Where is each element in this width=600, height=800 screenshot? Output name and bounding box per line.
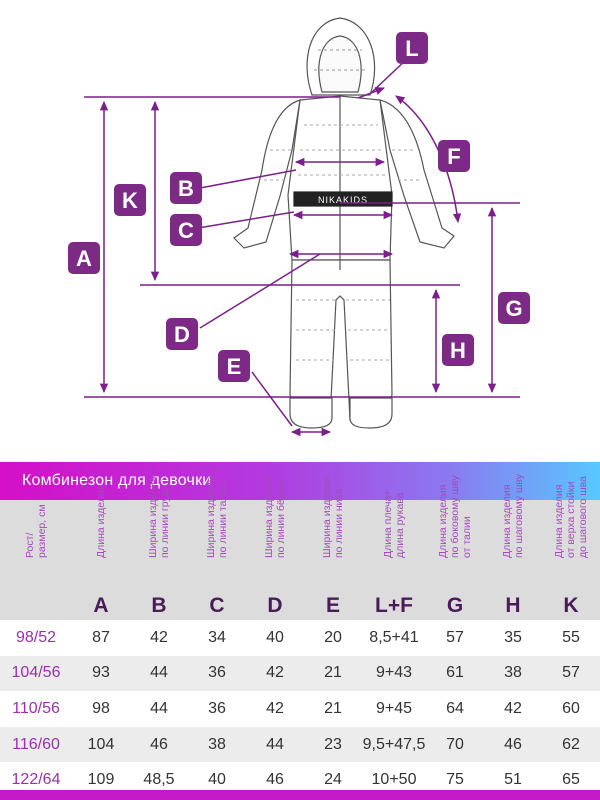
value-cell: 48,5 (130, 762, 188, 798)
overall-illustration (234, 18, 454, 428)
svg-text:A: A (76, 246, 92, 271)
header-text-line: Ширина изделия (205, 476, 217, 558)
header-text (379, 440, 409, 558)
value-cell: 21 (304, 656, 362, 692)
value-cell: 9,5+47,5 (362, 727, 426, 763)
header-text (553, 440, 589, 558)
value-cell: 62 (542, 727, 600, 763)
value-cell: 8,5+41 (362, 620, 426, 656)
table-letter-row (0, 592, 600, 620)
value-cell: 38 (188, 727, 246, 763)
header-text (260, 440, 290, 558)
header-text-line: Длина изделия (553, 484, 565, 558)
header-cell-6 (362, 489, 426, 592)
value-cell: 60 (542, 691, 600, 727)
header-text-line: от верха стойки (565, 481, 577, 558)
header-cell-2 (130, 476, 188, 592)
value-cell: 9+45 (362, 691, 426, 727)
badge-H (442, 334, 474, 366)
value-cell: 42 (130, 620, 188, 656)
value-cell: 75 (426, 762, 484, 798)
badge-K (114, 184, 146, 216)
value-cell: 57 (542, 656, 600, 692)
value-cell: 87 (72, 620, 130, 656)
value-cell: 65 (542, 762, 600, 798)
svg-text:D: D (174, 322, 190, 347)
header-letter-5: E (304, 592, 362, 620)
value-cell: 51 (484, 762, 542, 798)
size-cell: 104/56 (0, 656, 72, 692)
header-text-line: Ширина изделия (321, 476, 333, 558)
header-text-line: по линии бёдер (275, 481, 287, 558)
header-text (318, 440, 348, 558)
badge-C (170, 214, 202, 246)
value-cell: 44 (246, 727, 304, 763)
value-cell: 36 (188, 656, 246, 692)
header-text (144, 440, 174, 558)
header-text-line: по линии груди (159, 484, 171, 558)
value-cell: 9+43 (362, 656, 426, 692)
header-cell-7 (426, 475, 484, 592)
header-cell-1 (72, 484, 130, 592)
value-cell: 21 (304, 691, 362, 727)
header-text-line: Ширина изделия (263, 476, 275, 558)
header-cell-3 (188, 476, 246, 592)
table-row (0, 656, 600, 692)
value-cell: 64 (426, 691, 484, 727)
value-cell: 44 (130, 691, 188, 727)
header-text (437, 440, 473, 558)
table-header-row (0, 500, 600, 592)
badge-L (396, 32, 428, 64)
header-text-line: размер, см (36, 504, 48, 558)
header-text-line: по боковому шву (449, 475, 461, 558)
svg-text:H: H (450, 338, 466, 363)
header-text (498, 440, 528, 558)
value-cell: 40 (246, 620, 304, 656)
header-cell-9 (542, 476, 600, 592)
value-cell: 70 (426, 727, 484, 763)
header-letter-8: H (484, 592, 542, 620)
value-cell: 104 (72, 727, 130, 763)
header-text-line: до шагового шва (577, 476, 589, 558)
header-cell-0 (0, 500, 72, 592)
value-cell: 46 (484, 727, 542, 763)
size-cell: 116/60 (0, 727, 72, 763)
header-text-line: по шаговому шву (513, 474, 525, 558)
table-row (0, 691, 600, 727)
value-cell: 109 (72, 762, 130, 798)
value-cell: 40 (188, 762, 246, 798)
header-letter-0 (0, 592, 72, 620)
header-letter-2: B (130, 592, 188, 620)
badge-D (166, 318, 198, 350)
svg-text:B: B (178, 176, 194, 201)
header-cell-5 (304, 476, 362, 592)
header-text-line: Длина изделия (95, 484, 107, 558)
value-cell: 34 (188, 620, 246, 656)
value-cell: 42 (246, 691, 304, 727)
size-cell: 110/56 (0, 691, 72, 727)
value-cell: 55 (542, 620, 600, 656)
header-text-line: от талии (461, 516, 473, 558)
svg-text:E: E (226, 354, 242, 379)
header-letter-9: K (542, 592, 600, 620)
value-cell: 42 (246, 656, 304, 692)
value-cell: 93 (72, 656, 130, 692)
badge-F (438, 140, 470, 172)
badge-E (218, 350, 250, 382)
header-text-line: по линии низа (333, 488, 345, 558)
brand-logo-text: NIKAKIDS (317, 195, 369, 205)
value-cell: 35 (484, 620, 542, 656)
product-title: Комбинезон для девочки (0, 462, 600, 500)
value-cell: 24 (304, 762, 362, 798)
header-text-line: длина рукава (394, 492, 406, 558)
header-letter-4: D (246, 592, 304, 620)
value-cell: 10+50 (362, 762, 426, 798)
size-cell: 98/52 (0, 620, 72, 656)
svg-text:F: F (447, 144, 461, 169)
header-letter-3: C (188, 592, 246, 620)
header-letter-7: G (426, 592, 484, 620)
badge-B (170, 172, 202, 204)
header-text-line: Рост/ (24, 532, 36, 558)
header-text-line: по линии талии (217, 482, 229, 558)
value-cell: 44 (130, 656, 188, 692)
header-text-line: Длина изделия (437, 484, 449, 558)
table-row (0, 620, 600, 656)
value-cell: 46 (246, 762, 304, 798)
header-text (21, 440, 51, 558)
svg-text:L: L (405, 36, 419, 61)
badge-A (68, 242, 100, 274)
bottom-accent-bar (0, 790, 600, 800)
header-letter-1: A (72, 592, 130, 620)
header-text-line: Ширина изделия (147, 476, 159, 558)
header-text-line: Длина изделия (501, 484, 513, 558)
header-cell-8 (484, 474, 542, 592)
value-cell: 42 (484, 691, 542, 727)
size-cell: 122/64 (0, 762, 72, 798)
svg-text:K: K (122, 188, 138, 213)
value-cell: 46 (130, 727, 188, 763)
header-text-line: Длина плеча+ (382, 489, 394, 558)
svg-text:G: G (505, 296, 523, 321)
header-cell-4 (246, 476, 304, 592)
badge-G (498, 292, 530, 324)
header-letter-6: L+F (362, 592, 426, 620)
value-cell: 36 (188, 691, 246, 727)
header-text (202, 440, 232, 558)
value-cell: 38 (484, 656, 542, 692)
svg-text:C: C (178, 218, 194, 243)
value-cell: 98 (72, 691, 130, 727)
value-cell: 23 (304, 727, 362, 763)
header-text (86, 440, 116, 558)
value-cell: 61 (426, 656, 484, 692)
value-cell: 57 (426, 620, 484, 656)
table-row (0, 727, 600, 763)
value-cell: 20 (304, 620, 362, 656)
